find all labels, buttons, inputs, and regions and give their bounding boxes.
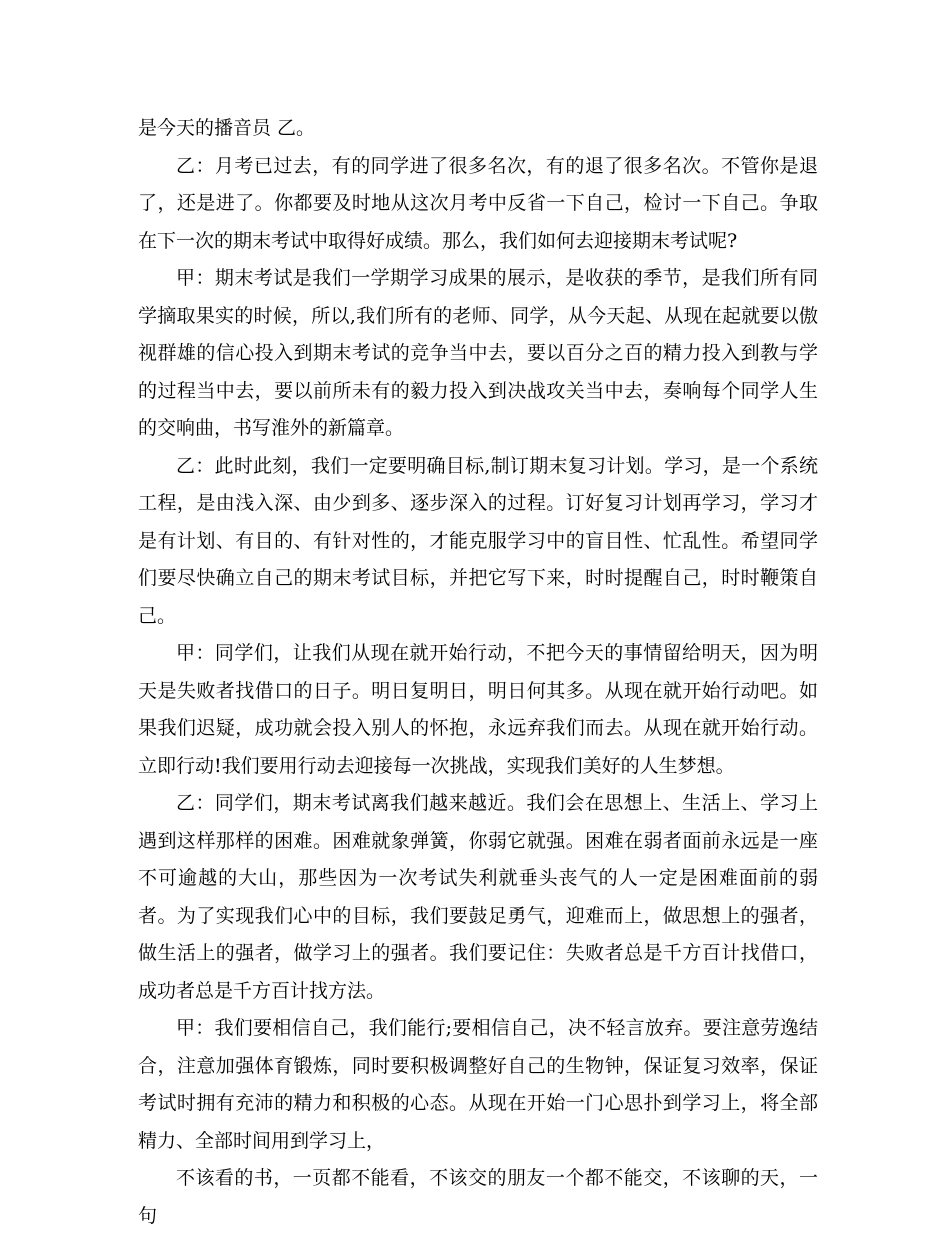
paragraph-jia-final-exam: 甲：期末考试是我们一学期学习成果的展示，是收获的季节，是我们所有同学摘取果实的时候，所以,我们所有的老师、同学，从今天起、从现在起就要以傲视群雄的信心投入到期末考试的竞争当中去，要以百分之百的精力投入到教与学的过程当中去，要以前所未有的毅力投入到决战攻关当中去，奏响每个同学人生的交响曲，书写淮外的新篇章。 [138,267,818,439]
paragraph-yi-difficulties: 乙：同学们，期末考试离我们越来越近。我们会在思想上、生活上、学习上遇到这样那样的困难。困难就象弹簧，你弱它就强。困难在弱者面前永远是一座不可逾越的大山，那些因为一次考试失利就垂头丧气的人一定是困难面前的弱者。为了实现我们心中的目标，我们要鼓足勇气，迎难而上，做思想上的强者，做生活上的强者，做学习上的强者。我们要记住：失败者总是千方百计找借口，成功者总是千方百计找方法。 [138,792,818,1002]
document-body [138,110,818,1235]
paragraph-jia-take-action: 甲：同学们，让我们从现在就开始行动，不把今天的事情留给明天，因为明天是失败者找借口的日子。明日复明日，明日何其多。从现在就开始行动吧。如果我们迟疑，成功就会投入别人的怀抱，永远弃我们而去。从现在就开始行动。立即行动!我们要用行动去迎接每一次挑战，实现我们美好的人生梦想。 [138,642,818,777]
paragraph-intro: 是今天的播音员 乙。 [138,117,316,139]
paragraph-jia-believe: 甲：我们要相信自己，我们能行;要相信自己，决不轻言放弃。要注意劳逸结合，注意加强体育锻炼，同时要积极调整好自己的生物钟，保证复习效率，保证考试时拥有充沛的精力和积极的心态。从现在开始一门心思扑到学习上，将全部精力、全部时间用到学习上， [138,1017,818,1152]
paragraph-yi-monthly-exam: 乙：月考已过去，有的同学进了很多名次，有的退了很多名次。不管你是退了，还是进了。你都要及时地从这次月考中反省一下自己，检讨一下自己。争取在下一次的期末考试中取得好成绩。那么，我们如何去迎接期末考试呢? [138,154,818,252]
paragraph-continuation: 不该看的书，一页都不能看，不该交的朋友一个都不能交，不该聊的天，一句 [138,1167,818,1227]
paragraph-yi-study-plan: 乙：此时此刻，我们一定要明确目标,制订期末复习计划。学习，是一个系统工程，是由浅入深、由少到多、逐步深入的过程。订好复习计划再学习，学习才是有计划、有目的、有针对性的，才能克服学习中的盲目性、忙乱性。希望同学们要尽快确立自己的期末考试目标，并把它写下来，时时提醒自己，时时鞭策自己。 [138,454,818,627]
